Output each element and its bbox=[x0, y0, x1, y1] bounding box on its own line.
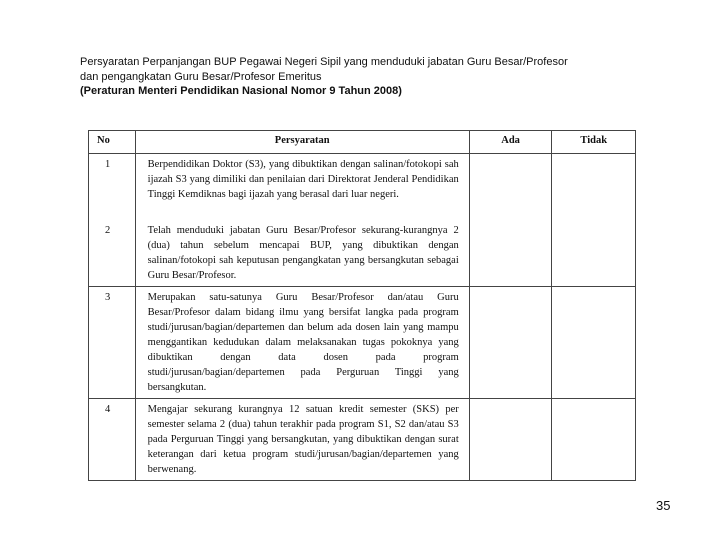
table-row bbox=[89, 399, 636, 481]
table-row bbox=[89, 154, 636, 206]
requirements-table bbox=[88, 130, 636, 481]
header-title-line-2: dan pengangkatan Guru Besar/Profesor Emeritus bbox=[80, 70, 322, 83]
row-tidak-cell[interactable] bbox=[552, 399, 636, 481]
column-header-no: No bbox=[89, 131, 136, 154]
row-requirement-text: Mengajar sekurang kurangnya 12 satuan kredit semester (SKS) per semester selama 2 (dua) tahun terakhir pada program S1, S2 dan/atau S3 pada Perguruan Tinggi yang bersangkutan, yang dibuktikan dengan surat keterangan dari ketua program studi/jurusan/bagian/departemen yang berwenang. bbox=[135, 399, 469, 481]
table-header-row bbox=[89, 131, 636, 154]
table-row bbox=[89, 287, 636, 399]
table-row bbox=[89, 205, 636, 287]
row-number: 3 bbox=[89, 287, 136, 399]
document-header bbox=[80, 55, 690, 99]
row-requirement-text: Telah menduduki jabatan Guru Besar/Profesor sekurang-kurangnya 2 (dua) tahun sebelum mencapai BUP, yang dibuktikan dengan salinan/fotokopi sah keputusan pengangkatan yang bersangkutan sebagai Guru Besar/Profesor. bbox=[135, 205, 469, 287]
row-tidak-cell[interactable] bbox=[552, 154, 636, 206]
row-number: 2 bbox=[89, 205, 136, 287]
row-requirement-text: Merupakan satu-satunya Guru Besar/Profesor dan/atau Guru Besar/Profesor dalam bidang ilmu yang bersifat langka pada program studi/jurusan/bagian/departemen dan belum ada dosen lain yang mampu menggantikan kedudukan dalam melaksanakan tugas pokoknya yang dibuktikan dengan data dosen pada program studi/jurusan/bagian/departemen pada Perguruan Tinggi yang bersangkutan. bbox=[135, 287, 469, 399]
row-number: 4 bbox=[89, 399, 136, 481]
header-regulation-reference: (Peraturan Menteri Pendidikan Nasional Nomor 9 Tahun 2008) bbox=[80, 85, 402, 97]
row-ada-cell[interactable] bbox=[469, 287, 552, 399]
row-ada-cell[interactable] bbox=[469, 399, 552, 481]
column-header-tidak: Tidak bbox=[552, 131, 636, 154]
row-requirement-text: Berpendidikan Doktor (S3), yang dibuktikan dengan salinan/fotokopi sah ijazah S3 yang dimiliki dan penilaian dari Direktorat Jenderal Pendidikan Tinggi Kemdiknas bagi ijazah yang berasal dari luar negeri. bbox=[135, 154, 469, 206]
column-header-ada: Ada bbox=[469, 131, 552, 154]
header-title-line-1: Persyaratan Perpanjangan BUP Pegawai Negeri Sipil yang menduduki jabatan Guru Besar/Profesor bbox=[80, 56, 568, 68]
row-ada-cell[interactable] bbox=[469, 154, 552, 206]
column-header-requirement: Persyaratan bbox=[135, 131, 469, 154]
row-tidak-cell[interactable] bbox=[552, 205, 636, 287]
row-tidak-cell[interactable] bbox=[552, 287, 636, 399]
row-ada-cell[interactable] bbox=[469, 205, 552, 287]
page-number: 35 bbox=[656, 498, 671, 513]
row-number: 1 bbox=[89, 154, 136, 206]
